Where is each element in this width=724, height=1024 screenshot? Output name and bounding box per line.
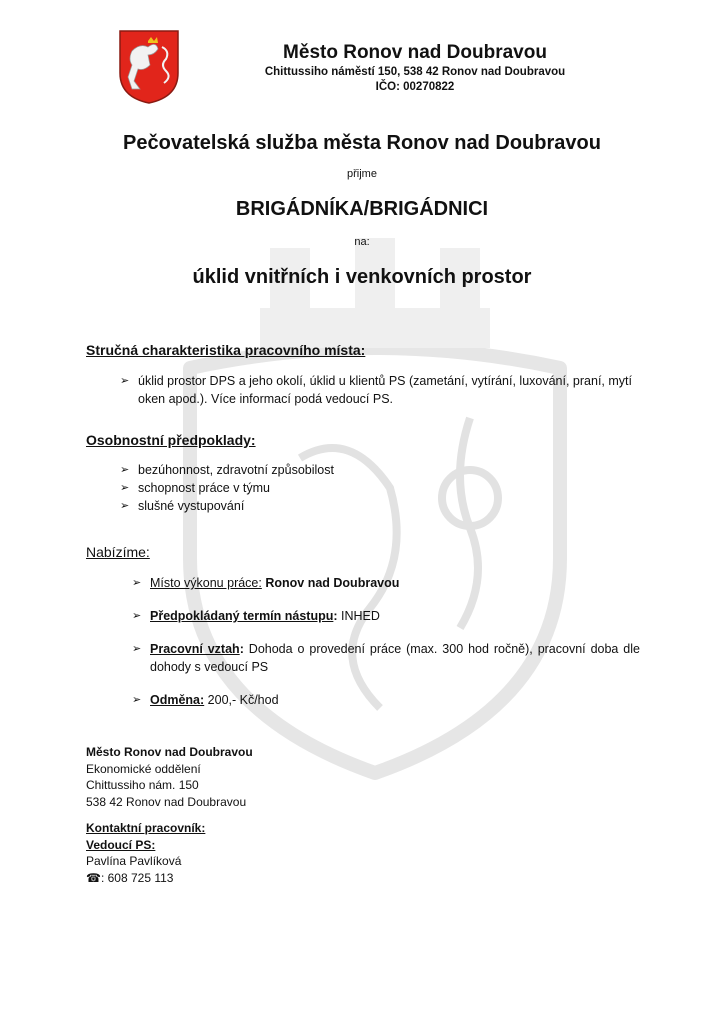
list-item: ➢ Místo výkonu práce: Ronov nad Doubravou	[132, 576, 400, 590]
arrow-bullet-icon: ➢	[132, 694, 142, 706]
requirements-list	[120, 461, 520, 515]
footer-dept: Ekonomické oddělení	[86, 761, 201, 776]
position-title: BRIGÁDNÍKA/BRIGÁDNICI	[235, 198, 489, 220]
footer-street: Chittussiho nám. 150	[86, 778, 199, 792]
phone-icon: ☎	[86, 870, 101, 885]
footer-org: Město Ronov nad Doubravou	[86, 745, 253, 759]
header-address: Chittussiho náměstí 150, 538 42 Ronov nad Doubravou	[264, 66, 566, 78]
contact-name: Pavlína Pavlíková	[86, 854, 182, 868]
for-label: na:	[354, 236, 370, 248]
coat-of-arms-logo	[118, 29, 180, 105]
hires-label: přijme	[347, 168, 377, 180]
arrow-bullet-icon: ➢	[120, 482, 130, 494]
list-item: ➢ Předpokládaný termín nástupu: INHED	[132, 609, 380, 623]
footer-address	[86, 744, 253, 810]
characteristics-list	[120, 372, 640, 408]
contact-block	[86, 820, 205, 886]
list-item: ➢ úklid prostor DPS a jeho okolí, úklid u klientů PS (zametání, vytírání, luxování, praní, mytí oken apod.). Více informací podá vedoucí PS.	[120, 374, 632, 406]
contact-role: Vedoucí PS:	[86, 837, 156, 852]
arrow-bullet-icon: ➢	[132, 610, 142, 622]
requirements-heading: Osobnostní předpoklady:	[86, 432, 256, 448]
list-item: ➢ Odměna: 200,- Kč/hod	[132, 693, 279, 707]
list-item: ➢ Pracovní vztah: Dohoda o provedení práce (max. 300 hod ročně), pracovní doba dle dohody s vedoucí PS	[132, 642, 640, 674]
arrow-bullet-icon: ➢	[132, 577, 142, 589]
characteristics-heading: Stručná charakteristika pracovního místa:	[86, 342, 366, 358]
contact-heading: Kontaktní pracovník:	[86, 821, 206, 835]
list-item: ➢ schopnost práce v týmu	[120, 481, 271, 495]
header-ico: IČO: 00270822	[375, 81, 455, 93]
arrow-bullet-icon: ➢	[120, 375, 130, 387]
arrow-bullet-icon: ➢	[120, 500, 130, 512]
offer-heading: Nabízíme:	[86, 544, 150, 560]
arrow-bullet-icon: ➢	[132, 643, 142, 655]
footer-city: 538 42 Ronov nad Doubravou	[86, 794, 247, 809]
task-title: úklid vnitřních i venkovních prostor	[192, 266, 532, 288]
arrow-bullet-icon: ➢	[120, 464, 130, 476]
contact-phone: ☎: 608 725 113	[86, 870, 174, 885]
offer-list	[132, 574, 640, 709]
organization-heading: Pečovatelská služba města Ronov nad Doubravou	[123, 132, 601, 154]
list-item: ➢ bezúhonnost, zdravotní způsobilost	[120, 463, 334, 477]
list-item: ➢ slušné vystupování	[120, 499, 245, 513]
header-title: Město Ronov nad Doubravou	[283, 42, 547, 63]
